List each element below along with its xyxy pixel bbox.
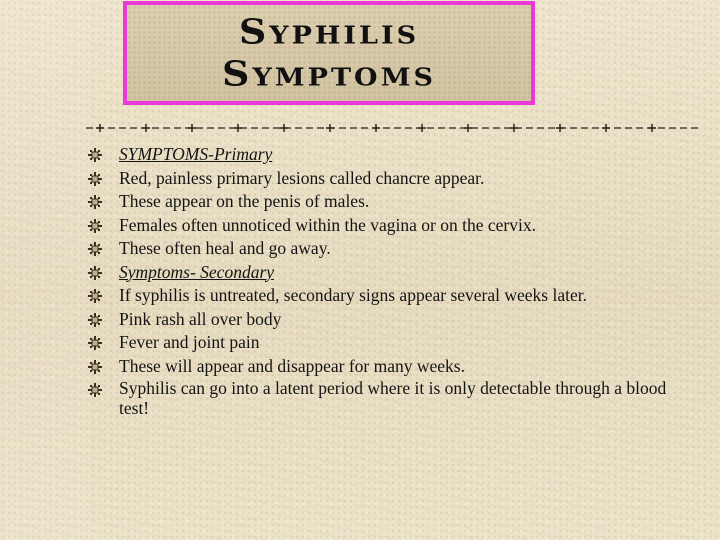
bullet-item-symptoms-secondary [88, 261, 688, 285]
divider-cross-mark [280, 124, 288, 132]
divider-cross-mark [556, 124, 564, 132]
bullet-text: These will appear and disappear for many weeks. [119, 355, 465, 376]
dashed-divider [86, 121, 698, 135]
bullet-text: These often heal and go away. [119, 238, 331, 258]
bullet-text: Syphilis can go into a latent period where it is only detectable through a blood test! [119, 378, 667, 418]
ornament-bullet-icon [88, 313, 102, 327]
divider-cross-mark [372, 124, 380, 132]
bullet-item-untreated [88, 284, 688, 308]
bullet-item-males [88, 190, 688, 214]
slide-title-box [123, 1, 535, 105]
slide-title-line-1: Syphilis [238, 11, 420, 52]
divider-cross-mark [234, 124, 242, 132]
ornament-bullet-icon [88, 172, 102, 186]
bullet-item-chancre [88, 167, 688, 191]
ornament-bullet-icon [88, 266, 102, 280]
divider-cross-mark [464, 124, 472, 132]
bullet-text: Symptoms- Secondary [119, 261, 275, 282]
divider-cross-mark [326, 124, 334, 132]
bullet-item-latent [88, 378, 688, 421]
bullet-item-weeks [88, 355, 688, 379]
ornament-bullet-icon [88, 383, 102, 397]
bullet-text: Red, painless primary lesions called chancre appear. [119, 167, 485, 188]
bullet-list [88, 143, 688, 421]
left-margin-panel [0, 0, 88, 540]
bullet-item-symptoms-primary [88, 143, 688, 167]
bullet-item-fever [88, 331, 688, 355]
bullet-text: Fever and joint pain [119, 332, 260, 352]
ornament-bullet-icon [88, 242, 102, 256]
bullet-text: If syphilis is untreated, secondary signs appear several weeks later. [119, 285, 587, 305]
ornament-bullet-icon [88, 336, 102, 350]
divider-cross-mark [418, 124, 426, 132]
divider-cross-mark [648, 124, 656, 132]
slide-title-line-2: Symptoms [222, 53, 436, 94]
divider-cross-mark [142, 124, 150, 132]
bullet-item-heal [88, 237, 688, 261]
bullet-text: Females often unnoticed within the vagina or on the cervix. [119, 214, 536, 235]
ornament-bullet-icon [88, 148, 102, 162]
ornament-bullet-icon [88, 360, 102, 374]
bullet-text: These appear on the penis of males. [119, 191, 370, 211]
ornament-bullet-icon [88, 219, 102, 233]
divider-cross-mark [510, 124, 518, 132]
bullet-item-females [88, 214, 688, 238]
bullet-text: SYMPTOMS-Primary [119, 144, 273, 164]
divider-cross-mark [96, 124, 104, 132]
divider-cross-mark [602, 124, 610, 132]
bullet-text: Pink rash all over body [119, 308, 282, 329]
divider-cross-mark [188, 124, 196, 132]
ornament-bullet-icon [88, 289, 102, 303]
bullet-item-rash [88, 308, 688, 332]
ornament-bullet-icon [88, 195, 102, 209]
